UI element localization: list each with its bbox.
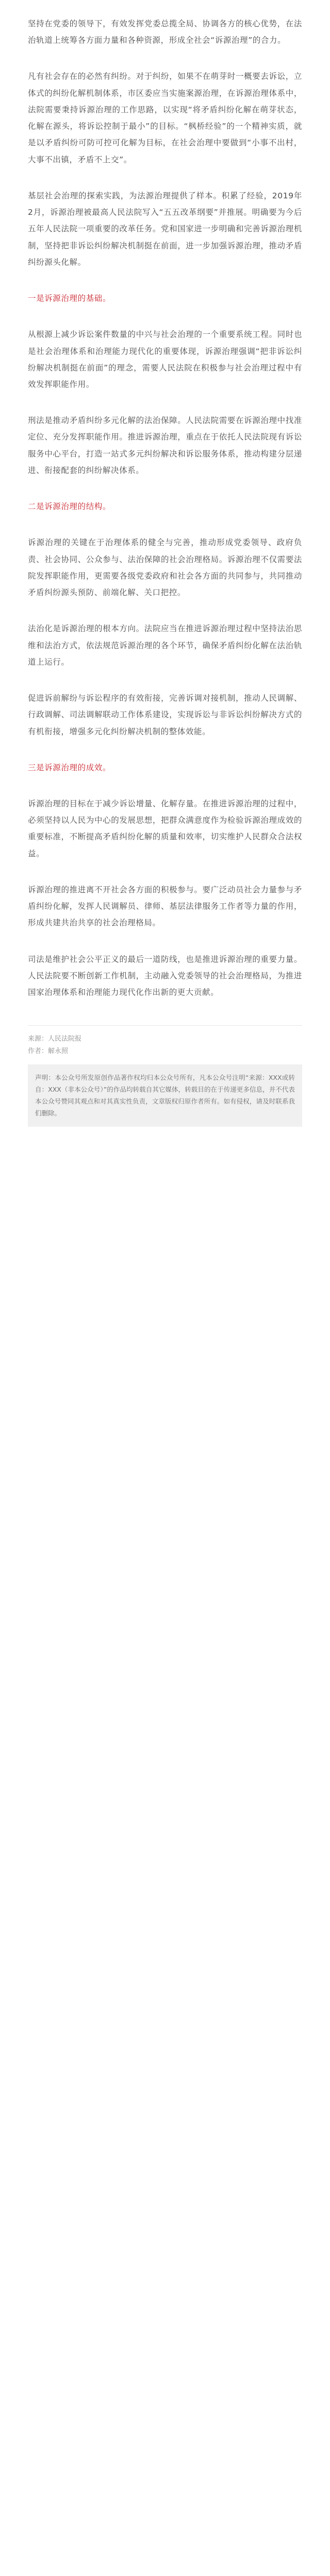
article-paragraph: 凡有社会存在的必然有纠纷。对于纠纷，如果不在萌芽时一概要去诉讼，立体式的纠纷化解机制体系，市区委应当实施案源治理，在诉源治理体系中，法院需要秉持诉源治理的工作思路，以实现“将矛盾纠纷化解在萌芽状态，化解在源头，将诉讼控制于最小”的目标。“枫桥经验”的一个精神实质，就是以矛盾纠纷可防可控可化解为目标，在社会治理中要做到“小事不出村，大事不出镇，矛盾不上交”。 [28,72,302,164]
article-source: 来源：人民法院报 [28,1035,82,1043]
article-footer [28,1025,302,1057]
section-heading-text: 一是诉源治理的基础。 [28,294,111,303]
section-heading [28,759,302,776]
article-author: 作者：解永照 [28,1047,69,1055]
article-paragraph: 基层社会治理的探索实践，为法源治理提供了样本。积累了经验，2019年2月，诉源治理被最高人民法院写入“五五改革纲要”并推展。明确要为今后五年人民法院一项重要的改革任务。党和国家进一步明确和完善诉源治理机制，坚持把非诉讼纠纷解决机制挺在前面，进一步加强诉源治理，推动矛盾纠纷源头化解。 [28,191,302,267]
article-paragraph: 诉源治理的关键在于治理体系的健全与完善，推动形成党委领导、政府负责、社会协同、公众参与、法治保障的社会治理格局。诉源治理不仅需要法院发挥职能作用，更需要各级党委政府和社会各方面的共同参与，共同推动矛盾纠纷源头预防、前端化解、关口把控。 [28,538,302,598]
article-paragraph: 从根源上减少诉讼案件数量的中兴与社会治理的一个重要系统工程。同时也是社会治理体系和治理能力现代化的重要体现，诉源治理强调“把非诉讼纠纷解决机制挺在前面”的理念，需要人民法院在积极参与社会治理过程中有效发挥职能作用。 [28,330,302,389]
section-heading [28,290,302,307]
article-paragraph: 刑法是推动矛盾纠纷多元化解的法治保障。人民法院需要在诉源治理中找准定位、充分发挥职能作用。推进诉源治理，重点在于依托人民法院现有诉讼服务中心平台，打造一站式多元纠纷解决和诉讼服务体系，推动构建分层递进、衔接配套的纠纷解决体系。 [28,416,302,475]
article-paragraph-intro: 坚持在党委的领导下，有效发挥党委总揽全局、协调各方的核心优势，在法治轨道上统筹各方面力量和各种资源，形成全社会“诉源治理”的合力。 [28,19,302,45]
article-paragraph: 诉源治理的推进离不开社会各方面的积极参与。要广泛动员社会力量参与矛盾纠纷化解，发挥人民调解员、律师、基层法律服务工作者等力量的作用，形成共建共治共享的社会治理格局。 [28,885,302,928]
section-heading-text: 二是诉源治理的结构。 [28,502,111,512]
article-paragraph: 司法是维护社会公平正义的最后一道防线，也是推进诉源治理的重要力量。人民法院要不断创新工作机制，主动融入党委领导的社会治理格局，为推进国家治理体系和治理能力现代化作出新的更大贡献。 [28,954,302,997]
section-heading-text: 三是诉源治理的成效。 [28,762,111,772]
article-paragraph: 诉源治理的目标在于减少诉讼增量、化解存量。在推进诉源治理的过程中，必须坚持以人民为中心的发展思想，把群众满意度作为检验诉源治理成效的重要标准，不断提高矛盾纠纷化解的质量和效率，切实维护人民群众合法权益。 [28,799,302,858]
copyright-disclaimer: 声明：本公众号所发原创作品著作权均归本公众号所有，凡本公众号注明“来源：XXX或转自：XXX（非本公众号）”的作品均转载自其它媒体，转载目的在于传递更多信息，并不代表本公众号赞同其观点和对其真实性负责，文章版权归原作者所有。如有侵权，请及时联系我们删除。 [28,1064,302,1127]
article-paragraph: 促进诉前解纷与诉讼程序的有效衔接，完善诉调对接机制，推动人民调解、行政调解、司法调解联动工作体系建设，实现诉讼与非诉讼纠纷解决方式的有机衔接，增强多元化纠纷解决机制的整体效能。 [28,693,302,736]
article-paragraph: 法治化是诉源治理的根本方向。法院应当在推进诉源治理过程中坚持法治思维和法治方式，依法规范诉源治理的各个环节，确保矛盾纠纷化解在法治轨道上运行。 [28,624,302,667]
section-heading [28,498,302,515]
article-body [0,0,330,1001]
